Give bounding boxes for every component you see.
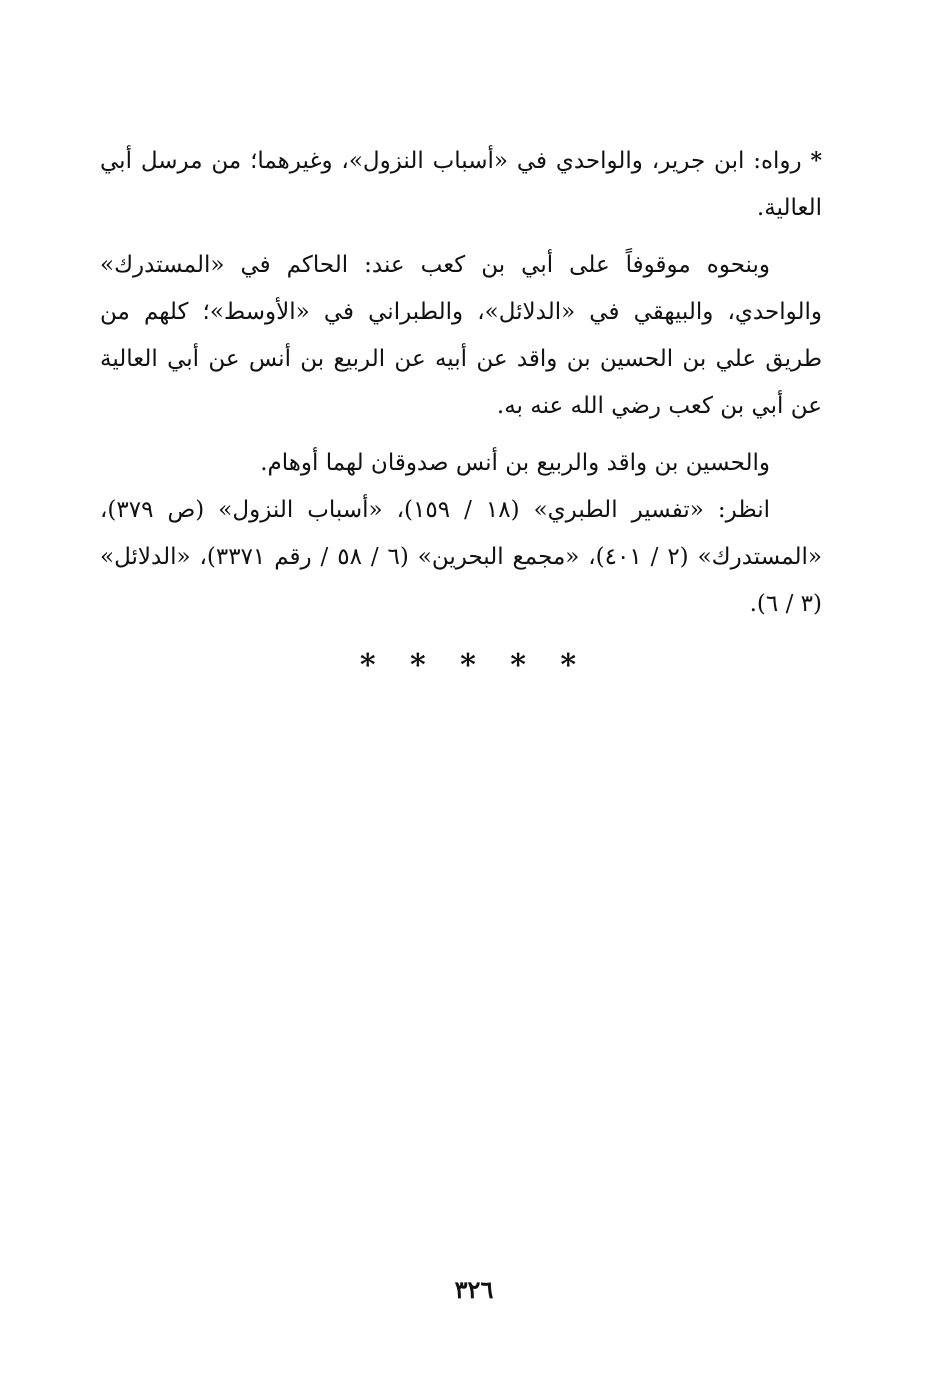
paragraph-narration-text: رواه: ابن جرير، والواحدي في «أسباب النزول»، وغيرهما؛ من مرسل أبي العالية. xyxy=(100,148,822,221)
bullet-asterisk-icon: * xyxy=(810,148,822,174)
paragraph-narration xyxy=(100,138,822,232)
page-number: ٣٢٦ xyxy=(454,1275,494,1304)
section-separator: * * * * * xyxy=(359,648,589,683)
paragraph-mawquf: وبنحوه موقوفاً على أبي بن كعب عند: الحاكم في «المستدرك» والواحدي، والبيهقي في «الدلائل»، والطبراني في «الأوسط»؛ كلهم من طريق علي بن الحسين بن واقد عن أبيه عن الربيع بن أنس عن أبي العالية عن أبي بن كعب رضي الله عنه به. xyxy=(100,252,822,419)
body-text xyxy=(100,138,822,628)
paragraph-narrators-note: والحسين بن واقد والربيع بن أنس صدوقان لهما أوهام. xyxy=(260,450,770,476)
paragraph-references: انظر: «تفسير الطبري» (١٨ / ١٥٩)، «أسباب النزول» (ص ٣٧٩)، «المستدرك» (٢ / ٤٠١)، «مجمع البحرين» (٦ / ٥٨ / رقم ٣٣٧١)، «الدلائل» (٣ / ٦). xyxy=(100,497,822,617)
